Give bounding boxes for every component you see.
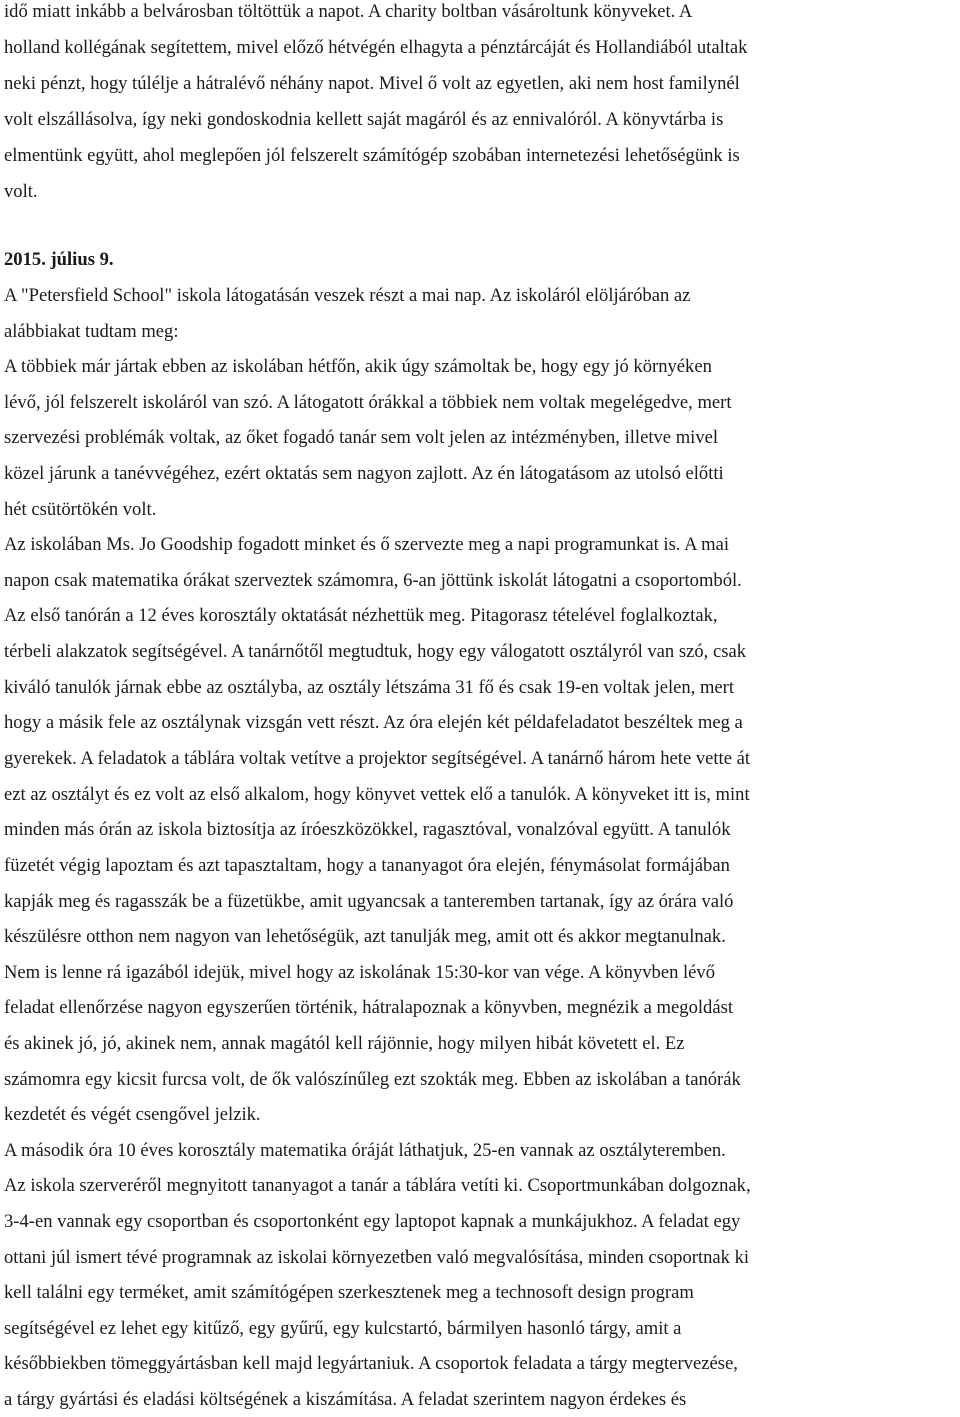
text-line: segítségével ez lehet egy kitűző, egy gyűrű, egy kulcstartó, bármilyen hasonló tárgy, amit a [4, 1318, 682, 1339]
text-line: A "Petersfield School" iskola látogatásán veszek részt a mai nap. Az iskoláról elöljáróban az [4, 285, 691, 306]
text-line: Az iskolában Ms. Jo Goodship fogadott minket és ő szervezte meg a napi programunkat is. A mai [4, 534, 730, 555]
text-line: minden más órán az iskola biztosítja az íróeszközökkel, ragasztóval, vonalzóval együtt. A tanulók [4, 819, 731, 840]
text-line: térbeli alakzatok segítségével. A tanárnőtől megtudtuk, hogy egy válogatott osztályról van szó, csak [4, 641, 746, 662]
text-line: volt. [4, 181, 38, 202]
text-line: feladat ellenőrzése nagyon egyszerűen történik, hátralapoznak a könyvben, megnézik a megoldást [4, 997, 733, 1018]
text-line: kapják meg és ragasszák be a füzetükbe, amit ugyancsak a tanteremben tartanak, így az órára való [4, 891, 734, 912]
text-line: készülésre otthon nem nagyon van lehetőségük, azt tanulják meg, amit ott és akkor megtanulnak. [4, 926, 726, 947]
text-line: és akinek jó, jó, akinek nem, annak magától kell rájönnie, hogy milyen hibát követett el. Ez [4, 1033, 685, 1054]
text-line: elmentünk együtt, ahol meglepően jól felszerelt számítógép szobában internetezési lehetőségünk is [4, 145, 740, 166]
text-line: volt elszállásolva, így neki gondoskodnia kellett saját magáról és az ennivalóról. A könyvtárba is [4, 109, 724, 130]
text-line: napon csak matematika órákat szerveztek számomra, 6-an jöttünk iskolát látogatni a csoportomból. [4, 570, 742, 591]
text-line: lévő, jól felszerelt iskoláról van szó. A látogatott órákkal a többiek nem voltak megelégedve, mert [4, 392, 732, 413]
text-line: idő miatt inkább a belvárosban töltöttük a napot. A charity boltban vásároltunk könyveket. A [4, 1, 693, 22]
text-line: későbbiekben tömeggyártásban kell majd legyártaniuk. A csoportok feladata a tárgy megtervezése, [4, 1353, 738, 1374]
date-heading: 2015. július 9. [4, 249, 114, 270]
text-line: alábbiakat tudtam meg: [4, 321, 179, 342]
text-line: kiváló tanulók járnak ebbe az osztályba, az osztály létszáma 31 fő és csak 19-en voltak jelen, mert [4, 677, 735, 698]
text-line: közel járunk a tanévvégéhez, ezért oktatás sem nagyon zajlott. Az én látogatásom az utolsó előtti [4, 463, 724, 484]
text-line: holland kollégának segítettem, mivel előző hétvégén elhagyta a pénztárcáját és Hollandiából utaltak [4, 37, 748, 58]
text-line: A többiek már jártak ebben az iskolában hétfőn, akik úgy számoltak be, hogy egy jó környéken [4, 356, 712, 377]
text-line: ezt az osztályt és ez volt az első alkalom, hogy könyvet vettek elő a tanulók. A könyveket itt is, mint [4, 784, 750, 805]
text-line: hogy a másik fele az osztálynak vizsgán vett részt. Az óra elején két példafeladatot beszéltek meg a [4, 712, 743, 733]
text-line: szervezési problémák voltak, az őket fogadó tanár sem volt jelen az intézményben, illetve mivel [4, 427, 719, 448]
text-line: kezdetét és végét csengővel jelzik. [4, 1104, 261, 1125]
text-line: füzetét végig lapoztam és azt tapasztaltam, hogy a tananyagot óra elején, fénymásolat formájában [4, 855, 730, 876]
text-line: ottani júl ismert tévé programnak az iskolai környezetben való megvalósítása, minden csoportnak ki [4, 1247, 750, 1268]
text-line: számomra egy kicsit furcsa volt, de ők valószínűleg ezt szokták meg. Ebben az iskolában a tanórák [4, 1069, 741, 1090]
text-line: 3-4-en vannak egy csoportban és csoportonként egy laptopot kapnak a munkájukhoz. A feladat egy [4, 1211, 741, 1232]
text-line: neki pénzt, hogy túlélje a hátralévő néhány napot. Mivel ő volt az egyetlen, aki nem host familynél [4, 73, 740, 94]
text-line: Az iskola szerveréről megnyitott tananyagot a tanár a táblára vetíti ki. Csoportmunkában dolgoznak, [4, 1175, 751, 1196]
text-line: A második óra 10 éves korosztály matematika óráját láthatjuk, 25-en vannak az osztályteremben. [4, 1140, 726, 1161]
text-line: Nem is lenne rá igazából idejük, mivel hogy az iskolának 15:30-kor van vége. A könyvben lévő [4, 962, 716, 983]
text-line: hét csütörtökén volt. [4, 499, 157, 520]
text-line: gyerekek. A feladatok a táblára voltak vetítve a projektor segítségével. A tanárnő három hete vette át [4, 748, 751, 769]
text-line: kell találni egy terméket, amit számítógépen szerkesztenek meg a technosoft design program [4, 1282, 694, 1303]
text-line: a tárgy gyártási és eladási költségének a kiszámítása. A feladat szerintem nagyon érdekes és [4, 1389, 687, 1410]
text-line: Az első tanórán a 12 éves korosztály oktatását nézhettük meg. Pitagorasz tételével foglalkoztak, [4, 605, 718, 626]
